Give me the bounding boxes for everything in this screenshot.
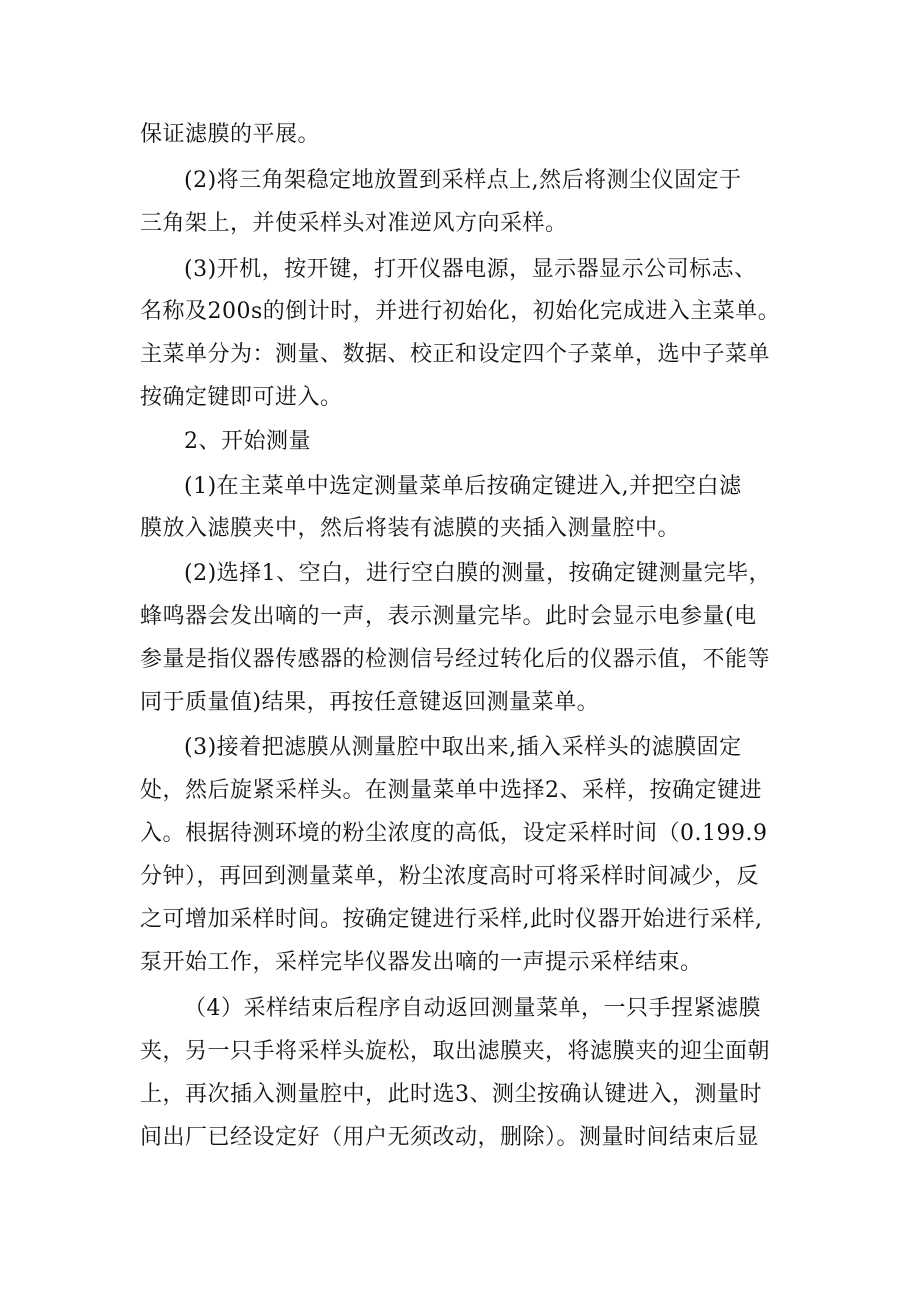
step-3-line-1: (3)开机，按开键，打开仪器电源，显示器显示公司标志、: [184, 257, 757, 282]
measure-step-2-line-2: 蜂鸣器会发出嘀的一声，表示测量完毕。此时会显示电参量(电: [140, 604, 757, 629]
measure-step-2-line-3: 参量是指仪器传感器的检测信号经过转化后的仪器示值，不能等: [140, 647, 771, 672]
step-3-line-4: 按确定键即可进入。: [140, 385, 343, 410]
measure-step-3-line-5: 之可增加采样时间。按确定键进行采样,此时仪器开始进行采样,: [140, 907, 763, 932]
measure-step-3-line-4: 分钟），再回到测量菜单，粉尘浓度高时可将采样时间减少，反: [140, 864, 760, 889]
measure-step-4-line-4: 间出厂已经设定好（用户无须改动，删除）。测量时间结束后显: [140, 1125, 760, 1150]
measure-step-2-line-4: 同于质量值)结果，再按任意键返回测量菜单。: [140, 690, 600, 715]
step-3-line-3: 主菜单分为：测量、数据、校正和设定四个子菜单，选中子菜单: [140, 342, 771, 367]
measure-step-3-line-2: 处，然后旋紧采样头。在测量菜单中选择2、采样，按确定键进: [140, 778, 762, 803]
measure-step-4-line-1: （4）采样结束后程序自动返回测量菜单，一只手捏紧滤膜: [184, 996, 761, 1021]
step-2-line-2: 三角架上，并使采样头对准逆风方向采样。: [140, 211, 568, 236]
measure-step-3-line-3: 入。根据待测环境的粉尘浓度的高低，设定采样时间（0.199.9: [140, 821, 768, 846]
measure-step-1-line-2: 膜放入滤膜夹中，然后将装有滤膜的夹插入测量腔中。: [140, 516, 681, 541]
step-3-line-2: 名称及200s的倒计时，并进行初始化，初始化完成进入主菜单。: [140, 299, 781, 324]
measure-step-2-line-1: (2)选择1、空白，进行空白膜的测量，按确定键测量完毕，: [184, 561, 772, 586]
text-line-continuation: 保证滤膜的平展。: [140, 122, 321, 147]
measure-step-4-line-2: 夹，另一只手将采样头旋松，取出滤膜夹，将滤膜夹的迎尘面朝: [140, 1039, 771, 1064]
measure-step-4-line-3: 上，再次插入测量腔中，此时选3、测尘按确认键进入，测量时: [140, 1082, 762, 1107]
measure-step-1-line-1: (1)在主菜单中选定测量菜单后按确定键进入,并把空白滤: [184, 474, 742, 499]
step-2-line-1: (2)将三角架稳定地放置到采样点上,然后将测尘仪固定于: [184, 168, 742, 193]
section-heading: 2、开始测量: [184, 429, 311, 454]
measure-step-3-line-6: 泵开始工作，采样完毕仪器发出嘀的一声提示采样结束。: [140, 950, 703, 975]
measure-step-3-line-1: (3)接着把滤膜从测量腔中取出来,插入采样头的滤膜固定: [184, 735, 742, 760]
